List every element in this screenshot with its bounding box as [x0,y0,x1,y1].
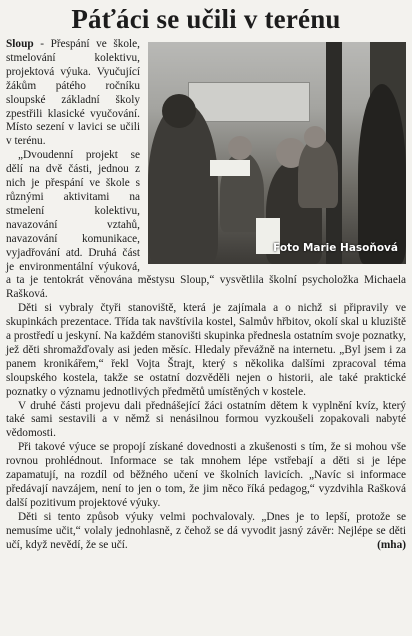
student-figure [298,138,338,208]
paragraph: Děti si vybraly čtyři stanoviště, která je zajímala a o nichž si připravily ve skupinkách prezentace. Třída tak navštívila kostel, Salmův hřbitov, okolí skal u kluziště a prostředí u jeskyní. Na každém stanovišti skupinka přednesla ostatním svoje poznatky, jež děti shromažďovaly asi jeden měsíc. Hledaly převážně na internetu. „Byl jsem i za panem kronikářem,“ řekl Vojta Štrajt, který s několika dalšími zpracoval téma sloupského kostela, takže se ostatní dozvěděli nejen o historii, ale také praktické poznatky o významu jednotlivých předmětů umístěných v kostele. [6,302,406,398]
lead-location: Sloup [6,38,34,50]
student-head [304,126,326,148]
bus-shape [188,82,310,122]
paragraph: Děti si tento způsob výuky velmi pochvalovaly. „Dnes je to lepší, protože se nemusíme učit,“ volaly jednohlasně, z čehož se dá vyvodit jasný závěr: Nejlépe se děti učí, když nevědí, že se učí. [6,510,406,551]
student-head [162,94,196,128]
author-signature: (mha) [377,538,406,551]
article-title: Páťáci se učili v terénu [71,4,341,34]
paragraph: V druhé části projevu dali přednášející žáci ostatním dětem k vyplnění kvíz, který také sami sestavili a v němž si nenásilnou formou vyzkoušeli zopakovali nabyté vědomosti. [6,399,406,440]
photo-credit: Foto Marie Hasoňová [273,242,398,255]
paragraph: „Dvoudenní projekt se dělí na dvě části, jednou z nich je přespání ve škole s různými aktivitami na stmelení kolektivu, navazování vztahů, navazování komunikace, vyjadřování atd. Druhá část je environmentální výuková, a ta je tentokrát věnována městysu Sloup,“ vysvětlila školní psycholožka Michaela Rašková. [6,149,406,301]
student-head [228,136,252,160]
student-figure [358,84,406,264]
paragraph: Při takové výuce se propojí získané dovednosti a zkušenosti s tím, že si mohou vše rovnou prohlédnout. Informace se tak mnohem lépe vstřebají a děti si je lépe zapamatují, na rozdíl od běžného učení ve školních lavicích. „Navíc si informace předávají navzájem, není to jen o tom, že jim něco říká pedagog,“ vyzdvihla Rašková další pozitivum projektové výuky. [6,441,406,509]
paper-sheet [210,160,250,176]
lead-text: - Přespání ve škole, stmelování kolektivu, projektová výuka. Vyučující žákům pátého ročníku sloupské základní školy zpestřili klasické vyučování. Místo sezení v lavici se učili v terénu. [6,38,140,148]
article-photo [148,42,406,264]
article-body [6,38,406,553]
